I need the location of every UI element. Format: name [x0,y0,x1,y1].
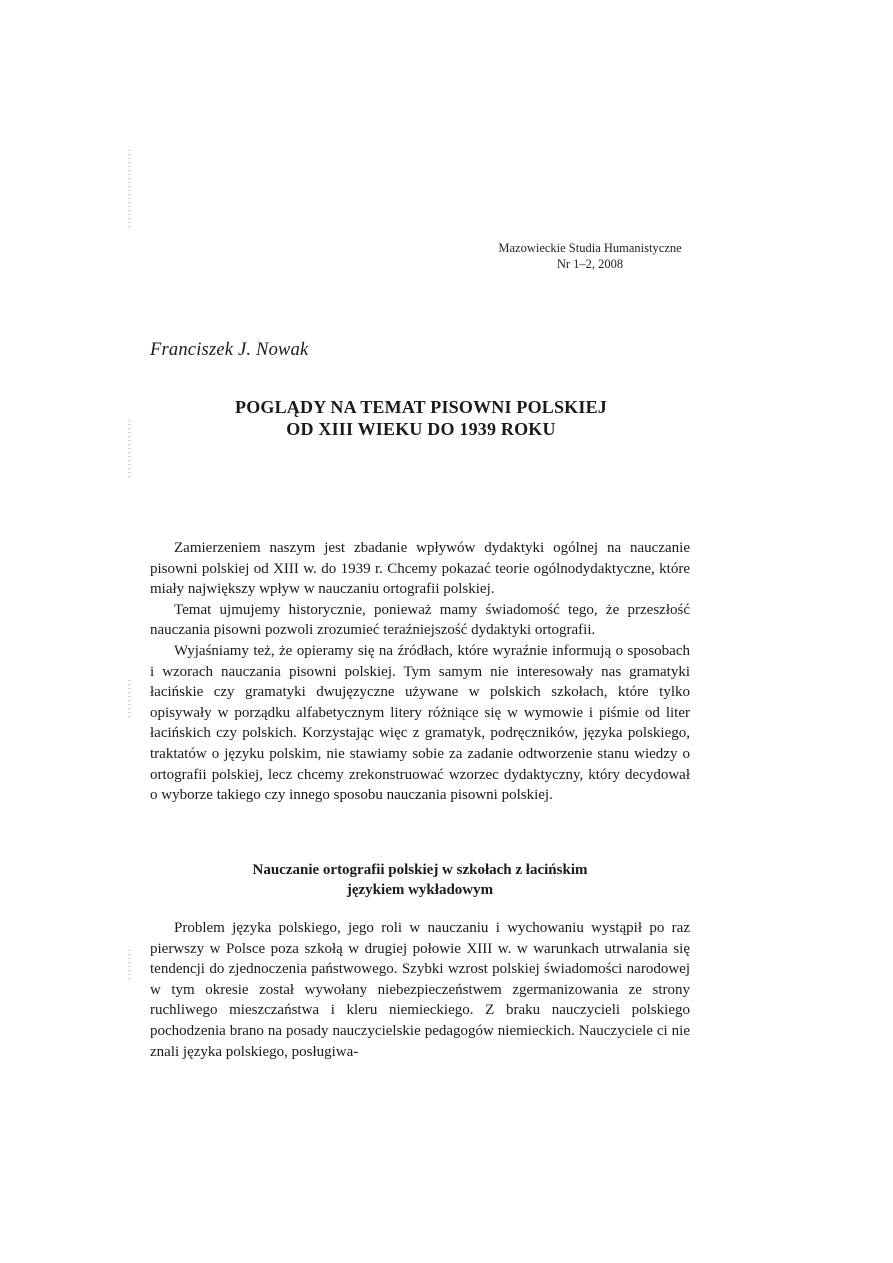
section-heading [150,860,690,900]
article-title [150,396,692,440]
scan-artifact [128,420,131,480]
scan-artifact [128,950,131,980]
journal-issue: Nr 1–2, 2008 [556,257,624,271]
title-line-2: OD XIII WIEKU DO 1939 ROKU [286,419,556,439]
scan-artifact [128,680,131,720]
section-heading-line-2: językiem wykładowym [346,882,494,898]
paragraph: Temat ujmujemy historycznie, ponieważ mamy świadomość tego, że przeszłość nauczania pisowni pozwoli zrozumieć teraźniejszość dydaktyki ortografii. [150,601,690,639]
section-text [150,918,690,1062]
intro-text [150,538,690,806]
author-name: Franciszek J. Nowak [150,340,309,360]
title-line-1: POGLĄDY NA TEMAT PISOWNI POLSKIEJ [235,397,607,417]
scan-artifact [128,150,131,230]
paragraph: Zamierzeniem naszym jest zbadanie wpływów dydaktyki ogólnej na nauczanie pisowni polskiej od XIII w. do 1939 r. Chcemy pokazać teorie ogólnodydaktyczne, które miały największy wpływ w nauczaniu ortografii polskiej. [150,540,690,598]
section-heading-line-1: Nauczanie ortografii polskiej w szkołach z łacińskim [252,862,588,878]
journal-name: Mazowieckie Studia Humanistyczne [498,241,682,255]
journal-header [470,240,710,272]
paragraph: Wyjaśniamy też, że opieramy się na źródłach, które wyraźnie informują o sposobach i wzorach nauczania pisowni polskiej. Tym samym nie interesowały nas gramatyki łacińskie czy gramatyki dwujęzyczne używane w polskich szkołach, które tylko opisywały w porządku alfabetycznym litery różniące się w wymowie i piśmie od liter łacińskich czy polskich. Korzystając więc z gramatyk, podręczników, języka polskiego, traktatów o języku polskim, nie stawiamy sobie za zadanie odtworzenie stanu wiedzy o ortografii polskiej, lecz chcemy zrekonstruować wzorzec dydaktyczny, który decydował o wyborze takiego czy innego sposobu nauczania pisowni polskiej. [150,642,690,804]
paragraph: Problem języka polskiego, jego roli w nauczaniu i wychowaniu wystąpił po raz pierwszy w Polsce poza szkołą w drugiej połowie XIII w. w warunkach utrwalania się tendencji do zjednoczenia państwowego. Szybki wzrost polskiej świadomości narodowej w tym okresie został wywołany niebezpieczeństwem zgermanizowania ze strony ruchliwego mieszczaństwa i kleru niemieckiego. Z braku nauczycieli polskiego pochodzenia brano na posady nauczycielskie pedagogów niemieckich. Nauczyciele ci nie znali języka polskiego, posługiwa- [150,920,690,1060]
